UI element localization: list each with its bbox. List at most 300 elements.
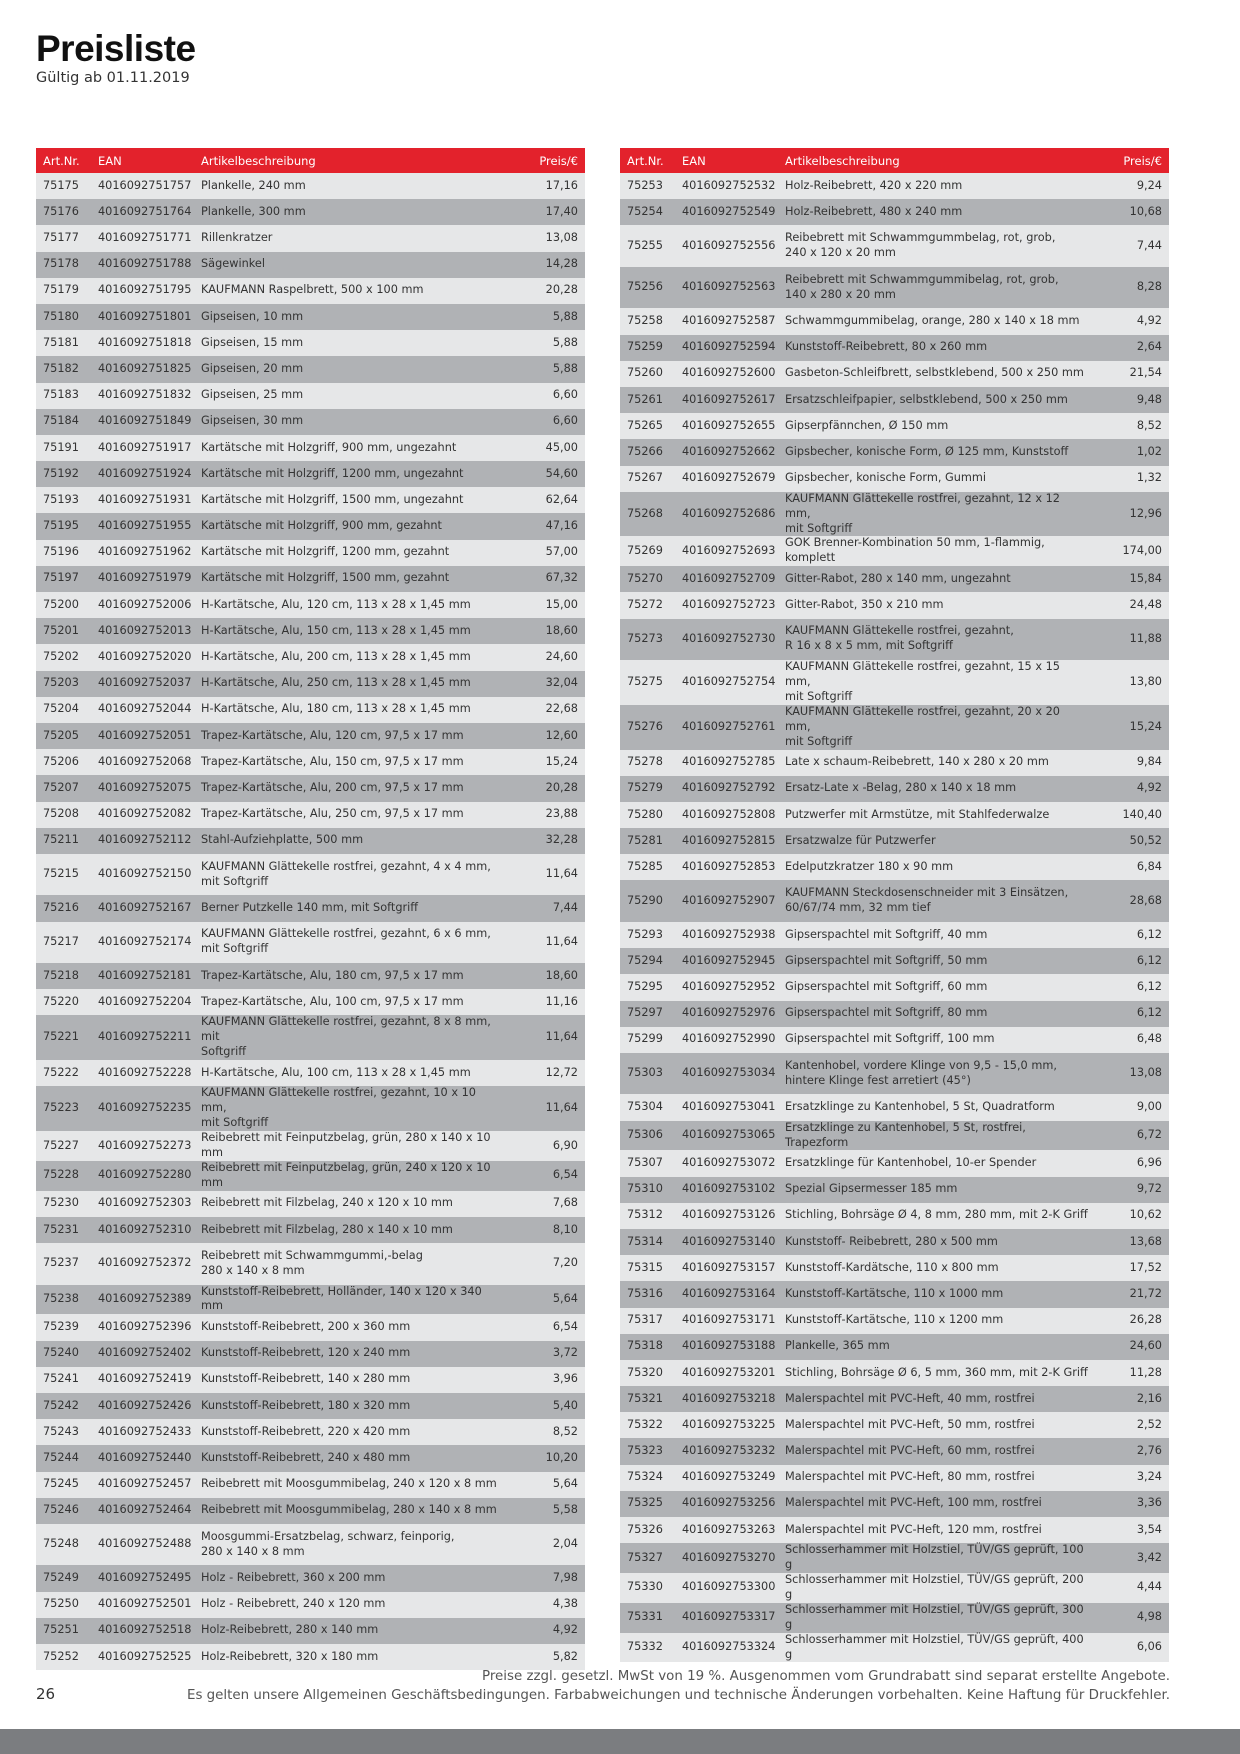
ean-cell: 4016092751825 <box>98 361 192 375</box>
description-cell: Kartätsche mit Holzgriff, 1500 mm, ungezahnt <box>201 492 464 506</box>
price-cell: 24,48 <box>1129 598 1162 612</box>
ean-cell: 4016092752044 <box>98 702 192 716</box>
table-row <box>620 1386 1169 1412</box>
table-row <box>36 435 585 461</box>
price-cell: 47,16 <box>545 519 578 533</box>
price-cell: 12,72 <box>545 1065 578 1079</box>
art-nr-cell: 75325 <box>627 1496 663 1510</box>
table-row <box>620 173 1169 199</box>
art-nr-cell: 75180 <box>43 309 79 323</box>
description-cell: Schlosserhammer mit Holzstiel, TÜV/GS geprüft, 400 g <box>785 1632 1084 1661</box>
price-table-left <box>36 148 585 1670</box>
ean-cell: 4016092752945 <box>682 953 776 967</box>
art-nr-cell: 75248 <box>43 1537 79 1551</box>
price-cell: 32,04 <box>545 676 578 690</box>
art-nr-cell: 75267 <box>627 471 663 485</box>
table-body-right <box>620 173 1169 1662</box>
art-nr-cell: 75321 <box>627 1391 663 1405</box>
table-row <box>620 1334 1169 1360</box>
ean-cell: 4016092753164 <box>682 1286 776 1300</box>
table-row <box>620 1633 1169 1663</box>
description-cell: Schlosserhammer mit Holzstiel, TÜV/GS geprüft, 200 g <box>785 1573 1084 1601</box>
price-cell: 6,06 <box>1136 1640 1162 1654</box>
art-nr-cell: 75181 <box>43 335 79 349</box>
ean-cell: 4016092752761 <box>682 719 776 733</box>
art-nr-cell: 75276 <box>627 719 663 733</box>
art-nr-cell: 75281 <box>627 833 663 847</box>
ean-cell: 4016092752785 <box>682 755 776 769</box>
ean-cell: 4016092751795 <box>98 283 192 297</box>
art-nr-cell: 75200 <box>43 597 79 611</box>
description-cell: KAUFMANN Glättekelle rostfrei, gezahnt, 20 x 20 mm, mit Softgriff <box>785 704 1060 748</box>
ean-cell: 4016092752655 <box>682 418 776 432</box>
ean-cell: 4016092751849 <box>98 414 192 428</box>
ean-cell: 4016092753072 <box>682 1156 776 1170</box>
art-nr-cell: 75260 <box>627 366 663 380</box>
table-row <box>36 1191 585 1217</box>
table-row <box>36 1419 585 1445</box>
art-nr-cell: 75192 <box>43 466 79 480</box>
art-nr-cell: 75218 <box>43 968 79 982</box>
table-row <box>36 895 585 921</box>
art-nr-cell: 75231 <box>43 1222 79 1236</box>
ean-cell: 4016092752372 <box>98 1256 192 1270</box>
table-row <box>620 1121 1169 1151</box>
description-cell: Kunststoff-Reibebrett, 200 x 360 mm <box>201 1320 411 1334</box>
ean-cell: 4016092752310 <box>98 1222 192 1236</box>
page-number: 26 <box>36 1685 56 1703</box>
table-row <box>36 173 585 199</box>
art-nr-cell: 75227 <box>43 1138 79 1152</box>
table-row <box>36 1314 585 1340</box>
ean-cell: 4016092752587 <box>682 314 776 328</box>
ean-cell: 4016092752068 <box>98 754 192 768</box>
ean-cell: 4016092752754 <box>682 675 776 688</box>
table-row <box>620 974 1169 1000</box>
ean-cell: 4016092753102 <box>682 1182 776 1196</box>
description-cell: H-Kartätsche, Alu, 200 cm, 113 x 28 x 1,45 mm <box>201 650 471 664</box>
table-row <box>36 922 585 964</box>
description-cell: Kunststoff-Kartätsche, 110 x 1000 mm <box>785 1286 1004 1300</box>
price-cell: 3,24 <box>1136 1470 1162 1484</box>
art-nr-cell: 75230 <box>43 1196 79 1210</box>
ean-cell: 4016092751931 <box>98 492 192 506</box>
ean-cell: 4016092752617 <box>682 392 776 406</box>
ean-cell: 4016092752792 <box>682 781 776 795</box>
ean-cell: 4016092753065 <box>682 1128 776 1142</box>
ean-cell: 4016092752730 <box>682 631 776 645</box>
ean-cell: 4016092752426 <box>98 1398 192 1412</box>
ean-cell: 4016092752525 <box>98 1649 192 1663</box>
ean-cell: 4016092752167 <box>98 901 192 915</box>
price-cell: 8,10 <box>552 1222 578 1236</box>
price-cell: 5,64 <box>552 1292 578 1306</box>
description-cell: Stichling, Bohrsäge Ø 6, 5 mm, 360 mm, mit 2-K Griff <box>785 1365 1088 1379</box>
table-row <box>620 1053 1169 1095</box>
price-cell: 8,28 <box>1136 280 1162 294</box>
ean-cell: 4016092753188 <box>682 1339 776 1353</box>
price-cell: 9,72 <box>1136 1182 1162 1196</box>
art-nr-cell: 75280 <box>627 807 663 821</box>
art-nr-cell: 75203 <box>43 676 79 690</box>
description-cell: Reibebrett mit Schwammgummibelag, rot, grob, 140 x 280 x 20 mm <box>785 272 1059 301</box>
price-cell: 1,02 <box>1136 444 1162 458</box>
art-nr-cell: 75207 <box>43 780 79 794</box>
price-cell: 14,28 <box>545 257 578 271</box>
description-cell: Trapez-Kartätsche, Alu, 150 cm, 97,5 x 17 mm <box>201 754 464 768</box>
art-nr-cell: 75293 <box>627 927 663 941</box>
price-cell: 11,64 <box>545 934 578 948</box>
ean-cell: 4016092752174 <box>98 934 192 948</box>
description-cell: Late x schaum-Reibebrett, 140 x 280 x 20 mm <box>785 755 1049 769</box>
price-cell: 17,40 <box>545 204 578 218</box>
table-row <box>620 828 1169 854</box>
art-nr-cell: 75304 <box>627 1100 663 1114</box>
table-row <box>620 387 1169 413</box>
description-cell: Schlosserhammer mit Holzstiel, TÜV/GS geprüft, 300 g <box>785 1602 1084 1631</box>
ean-cell: 4016092752204 <box>98 994 192 1008</box>
ean-cell: 4016092751955 <box>98 519 192 533</box>
table-row <box>620 776 1169 802</box>
art-nr-cell: 75323 <box>627 1444 663 1458</box>
price-cell: 15,00 <box>545 597 578 611</box>
ean-cell: 4016092753126 <box>682 1208 776 1222</box>
ean-cell: 4016092752396 <box>98 1320 192 1334</box>
art-nr-cell: 75259 <box>627 340 663 354</box>
price-cell: 140,40 <box>1122 807 1162 821</box>
description-cell: Kartätsche mit Holzgriff, 1200 mm, gezahnt <box>201 545 450 559</box>
description-cell: Ersatzschleifpapier, selbstklebend, 500 x 250 mm <box>785 392 1068 406</box>
table-row <box>620 1517 1169 1543</box>
description-cell: Ersatzklinge zu Kantenhobel, 5 St, Quadratform <box>785 1100 1055 1114</box>
description-cell: Stahl-Aufziehplatte, 500 mm <box>201 833 364 847</box>
art-nr-cell: 75183 <box>43 388 79 402</box>
price-cell: 11,28 <box>1129 1365 1162 1379</box>
ean-cell: 4016092752563 <box>682 280 776 294</box>
table-row <box>36 989 585 1015</box>
price-cell: 7,98 <box>552 1571 578 1585</box>
table-row <box>620 1573 1169 1603</box>
art-nr-cell: 75201 <box>43 623 79 637</box>
price-cell: 12,96 <box>1129 506 1162 520</box>
price-cell: 13,08 <box>1129 1066 1162 1080</box>
ean-cell: 4016092752464 <box>98 1503 192 1517</box>
description-cell: KAUFMANN Glättekelle rostfrei, gezahnt, R 16 x 8 x 5 mm, mit Softgriff <box>785 624 1014 653</box>
art-nr-cell: 75204 <box>43 702 79 716</box>
price-cell: 18,60 <box>545 623 578 637</box>
art-nr-cell: 75326 <box>627 1522 663 1536</box>
description-cell: Gipserspachtel mit Softgriff, 50 mm <box>785 953 988 967</box>
table-row <box>620 1603 1169 1633</box>
table-row <box>36 304 585 330</box>
table-row <box>36 409 585 435</box>
art-nr-cell: 75273 <box>627 631 663 645</box>
description-cell: Kunststoff-Kardätsche, 110 x 800 mm <box>785 1260 999 1274</box>
price-cell: 4,92 <box>1136 781 1162 795</box>
table-row <box>620 619 1169 661</box>
description-cell: Gipseisen, 20 mm <box>201 361 304 375</box>
description-cell: Kartätsche mit Holzgriff, 900 mm, ungezahnt <box>201 440 457 454</box>
art-nr-cell: 75258 <box>627 314 663 328</box>
art-nr-cell: 75324 <box>627 1470 663 1484</box>
price-cell: 9,48 <box>1136 392 1162 406</box>
table-row <box>36 540 585 566</box>
table-row <box>620 308 1169 334</box>
description-cell: Plankelle, 240 mm <box>201 178 306 192</box>
price-cell: 18,60 <box>545 968 578 982</box>
price-cell: 6,54 <box>552 1168 578 1182</box>
table-row <box>620 705 1169 750</box>
table-row <box>36 1217 585 1243</box>
art-nr-cell: 75266 <box>627 444 663 458</box>
price-cell: 3,96 <box>552 1372 578 1386</box>
table-row <box>36 592 585 618</box>
description-cell: KAUFMANN Glättekelle rostfrei, gezahnt, 4 x 4 mm, mit Softgriff <box>201 859 491 888</box>
description-cell: Malerspachtel mit PVC-Heft, 50 mm, rostfrei <box>785 1417 1035 1431</box>
table-row <box>36 356 585 382</box>
description-cell: Trapez-Kartätsche, Alu, 100 cm, 97,5 x 17 mm <box>201 994 464 1008</box>
table-row <box>36 1592 585 1618</box>
price-cell: 13,08 <box>545 231 578 245</box>
ean-cell: 4016092752594 <box>682 340 776 354</box>
description-cell: Reibebrett mit Feinputzbelag, grün, 280 x 140 x 10 mm <box>201 1131 491 1159</box>
art-nr-cell: 75228 <box>43 1168 79 1182</box>
price-cell: 21,54 <box>1129 366 1162 380</box>
ean-cell: 4016092752709 <box>682 571 776 585</box>
description-cell: Ersatz-Late x -Belag, 280 x 140 x 18 mm <box>785 781 1017 795</box>
ean-cell: 4016092751917 <box>98 440 192 454</box>
bottom-bar <box>0 1729 1240 1754</box>
table-row <box>620 750 1169 776</box>
price-cell: 4,38 <box>552 1597 578 1611</box>
price-cell: 12,60 <box>545 728 578 742</box>
art-nr-cell: 75256 <box>627 280 663 294</box>
art-nr-cell: 75253 <box>627 178 663 192</box>
art-nr-cell: 75175 <box>43 178 79 192</box>
description-cell: Reibebrett mit Schwammgummbelag, rot, grob, 240 x 120 x 20 mm <box>785 231 1056 260</box>
price-cell: 4,92 <box>552 1623 578 1637</box>
table-row <box>36 723 585 749</box>
table-row <box>36 1367 585 1393</box>
price-cell: 13,80 <box>1129 675 1162 688</box>
description-cell: Holz-Reibebrett, 420 x 220 mm <box>785 178 963 192</box>
ean-cell: 4016092752075 <box>98 780 192 794</box>
price-cell: 22,68 <box>545 702 578 716</box>
price-cell: 11,64 <box>545 1101 578 1115</box>
description-cell: Ersatzwalze für Putzwerfer <box>785 833 936 847</box>
ean-cell: 4016092751924 <box>98 466 192 480</box>
table-row <box>620 361 1169 387</box>
price-cell: 5,82 <box>552 1649 578 1663</box>
price-cell: 2,16 <box>1136 1391 1162 1405</box>
description-cell: Kartätsche mit Holzgriff, 1200 mm, ungezahnt <box>201 466 464 480</box>
footer-note-line: Preise zzgl. gesetzl. MwSt von 19 %. Ausgenommen vom Grundrabatt sind separat erstellte Angebote. <box>482 1669 1170 1684</box>
ean-cell: 4016092752013 <box>98 623 192 637</box>
price-cell: 2,04 <box>552 1537 578 1551</box>
table-row <box>620 1543 1169 1573</box>
art-nr-cell: 75270 <box>627 571 663 585</box>
art-nr-cell: 75332 <box>627 1640 663 1654</box>
ean-cell: 4016092752679 <box>682 471 776 485</box>
ean-cell: 4016092752662 <box>682 444 776 458</box>
column-header-ean: EAN <box>91 148 194 173</box>
description-cell: Gipseisen, 10 mm <box>201 309 304 323</box>
table-row <box>620 1027 1169 1053</box>
art-nr-cell: 75303 <box>627 1066 663 1080</box>
art-nr-cell: 75314 <box>627 1234 663 1248</box>
art-nr-cell: 75310 <box>627 1182 663 1196</box>
table-row <box>620 492 1169 537</box>
table-row <box>36 487 585 513</box>
price-cell: 10,62 <box>1129 1208 1162 1222</box>
description-cell: Trapez-Kartätsche, Alu, 180 cm, 97,5 x 17 mm <box>201 968 464 982</box>
price-cell: 6,54 <box>552 1320 578 1334</box>
description-cell: Kunststoff-Reibebrett, 180 x 320 mm <box>201 1398 411 1412</box>
description-cell: Kunststoff-Reibebrett, 140 x 280 mm <box>201 1372 411 1386</box>
ean-cell: 4016092752501 <box>98 1597 192 1611</box>
description-cell: KAUFMANN Glättekelle rostfrei, gezahnt, 6 x 6 mm, mit Softgriff <box>201 927 491 956</box>
description-cell: KAUFMANN Glättekelle rostfrei, gezahnt, 12 x 12 mm, mit Softgriff <box>785 491 1060 535</box>
table-row <box>620 1177 1169 1203</box>
price-cell: 20,28 <box>545 780 578 794</box>
description-cell: Schlosserhammer mit Holzstiel, TÜV/GS geprüft, 100 g <box>785 1543 1084 1572</box>
description-cell: Edelputzkratzer 180 x 90 mm <box>785 859 954 873</box>
price-cell: 6,72 <box>1136 1128 1162 1142</box>
ean-cell: 4016092752389 <box>98 1292 192 1306</box>
art-nr-cell: 75245 <box>43 1477 79 1491</box>
ean-cell: 4016092753270 <box>682 1550 776 1564</box>
price-cell: 32,28 <box>545 833 578 847</box>
table-row <box>36 854 585 896</box>
ean-cell: 4016092752211 <box>98 1030 192 1044</box>
table-row <box>620 1308 1169 1334</box>
ean-cell: 4016092751757 <box>98 178 192 192</box>
table-header-row <box>36 148 585 173</box>
table-row <box>620 536 1169 566</box>
art-nr-cell: 75239 <box>43 1320 79 1334</box>
table-row <box>36 278 585 304</box>
ean-cell: 4016092752532 <box>682 178 776 192</box>
ean-cell: 4016092752488 <box>98 1537 192 1551</box>
ean-cell: 4016092753263 <box>682 1522 776 1536</box>
table-row <box>36 1285 585 1315</box>
table-row <box>620 1255 1169 1281</box>
table-row <box>620 948 1169 974</box>
table-row <box>620 439 1169 465</box>
description-cell: Gipsbecher, konische Form, Gummi <box>785 471 987 485</box>
description-cell: Kunststoff-Reibebrett, 80 x 260 mm <box>785 340 988 354</box>
art-nr-cell: 75176 <box>43 204 79 218</box>
ean-cell: 4016092752556 <box>682 238 776 252</box>
art-nr-cell: 75244 <box>43 1450 79 1464</box>
table-row <box>36 1445 585 1471</box>
ean-cell: 4016092752006 <box>98 597 192 611</box>
art-nr-cell: 75205 <box>43 728 79 742</box>
table-row <box>620 802 1169 828</box>
description-cell: Ersatzklinge für Kantenhobel, 10-er Spender <box>785 1156 1037 1170</box>
table-row <box>36 1243 585 1285</box>
price-cell: 11,16 <box>545 994 578 1008</box>
price-cell: 13,68 <box>1129 1234 1162 1248</box>
art-nr-cell: 75306 <box>627 1128 663 1142</box>
ean-cell: 4016092752990 <box>682 1032 776 1046</box>
price-cell: 10,68 <box>1129 204 1162 218</box>
price-cell: 45,00 <box>545 440 578 454</box>
art-nr-cell: 75269 <box>627 543 663 557</box>
footer-disclaimer <box>187 1667 1170 1706</box>
price-cell: 7,68 <box>552 1196 578 1210</box>
table-row <box>36 1618 585 1644</box>
table-row <box>620 922 1169 948</box>
price-cell: 4,98 <box>1136 1610 1162 1624</box>
price-cell: 62,64 <box>545 492 578 506</box>
price-cell: 10,20 <box>545 1450 578 1464</box>
art-nr-cell: 75251 <box>43 1623 79 1637</box>
ean-cell: 4016092753232 <box>682 1444 776 1458</box>
table-row <box>620 335 1169 361</box>
description-cell: Gipserspachtel mit Softgriff, 80 mm <box>785 1006 988 1020</box>
description-cell: Malerspachtel mit PVC-Heft, 60 mm, rostfrei <box>785 1444 1035 1458</box>
table-row <box>620 1229 1169 1255</box>
table-row <box>620 1491 1169 1517</box>
ean-cell: 4016092752181 <box>98 968 192 982</box>
description-cell: Holz - Reibebrett, 360 x 200 mm <box>201 1571 386 1585</box>
table-row <box>620 1360 1169 1386</box>
description-cell: KAUFMANN Glättekelle rostfrei, gezahnt, 8 x 8 mm, mit Softgriff <box>201 1015 491 1059</box>
column-header-description: Artikelbeschreibung <box>194 148 505 173</box>
price-cell: 50,52 <box>1129 833 1162 847</box>
table-row <box>36 1341 585 1367</box>
ean-cell: 4016092752518 <box>98 1623 192 1637</box>
price-cell: 17,16 <box>545 178 578 192</box>
art-nr-cell: 75331 <box>627 1610 663 1624</box>
table-row <box>36 199 585 225</box>
art-nr-cell: 75294 <box>627 953 663 967</box>
price-cell: 5,88 <box>552 361 578 375</box>
ean-cell: 4016092753034 <box>682 1066 776 1080</box>
ean-cell: 4016092752723 <box>682 598 776 612</box>
art-nr-cell: 75184 <box>43 414 79 428</box>
ean-cell: 4016092752976 <box>682 1006 776 1020</box>
art-nr-cell: 75195 <box>43 519 79 533</box>
table-row <box>620 880 1169 922</box>
ean-cell: 4016092751764 <box>98 204 192 218</box>
ean-cell: 4016092753300 <box>682 1580 776 1594</box>
price-cell: 7,44 <box>1136 238 1162 252</box>
art-nr-cell: 75322 <box>627 1417 663 1431</box>
ean-cell: 4016092752082 <box>98 807 192 821</box>
price-cell: 6,12 <box>1136 927 1162 941</box>
art-nr-cell: 75216 <box>43 901 79 915</box>
price-cell: 5,88 <box>552 335 578 349</box>
table-row <box>36 1060 585 1086</box>
art-nr-cell: 75261 <box>627 392 663 406</box>
art-nr-cell: 75217 <box>43 934 79 948</box>
ean-cell: 4016092752693 <box>682 543 776 557</box>
description-cell: Holz - Reibebrett, 240 x 120 mm <box>201 1597 386 1611</box>
description-cell: Plankelle, 300 mm <box>201 204 306 218</box>
description-cell: Gitter-Rabot, 280 x 140 mm, ungezahnt <box>785 571 1011 585</box>
art-nr-cell: 75299 <box>627 1032 663 1046</box>
art-nr-cell: 75182 <box>43 361 79 375</box>
description-cell: Reibebrett mit Moosgummibelag, 280 x 140 x 8 mm <box>201 1503 497 1517</box>
column-header-description: Artikelbeschreibung <box>778 148 1089 173</box>
ean-cell: 4016092752303 <box>98 1196 192 1210</box>
table-row <box>36 697 585 723</box>
price-cell: 15,24 <box>545 754 578 768</box>
art-nr-cell: 75240 <box>43 1346 79 1360</box>
table-row <box>620 660 1169 705</box>
